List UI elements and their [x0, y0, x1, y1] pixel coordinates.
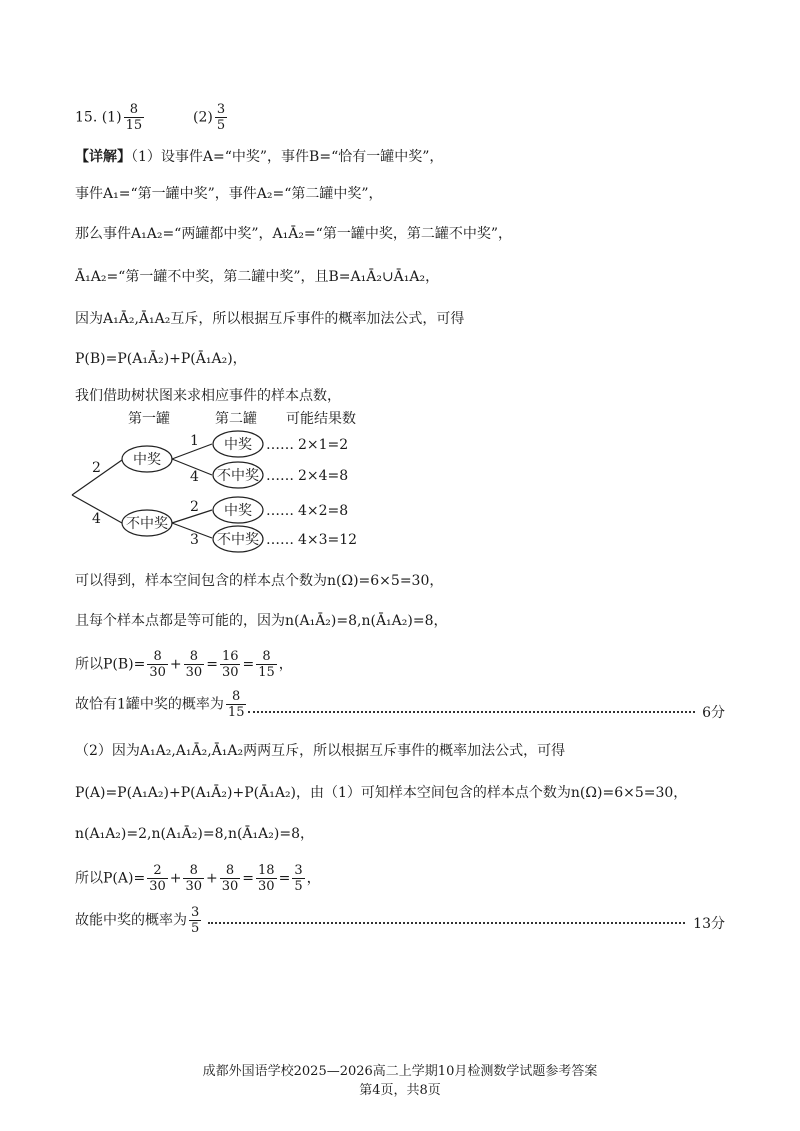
detail-line-1: 【详解】（1）设事件A=“中奖”，事件B=“恰有一罐中奖”， [75, 149, 444, 165]
part2-line-14: n(A₁A₂)=2,n(A₁Ā₂)=8,n(Ā₁A₂)=8， [75, 826, 314, 842]
part1-score: 6分 [702, 705, 725, 721]
leaf-1-label: 中奖 [224, 437, 252, 453]
part1-line-8: 可以得到，样本空间包含的样本点个数为n(Ω)=6×5=30， [75, 573, 444, 589]
leaf-3-ellipsis: …… [266, 503, 294, 519]
part1-dot-leader [248, 711, 695, 713]
leaf-4-result: 4×3=12 [298, 532, 358, 548]
part1-answer-fraction: $\frac{8}{15}$ [227, 689, 245, 720]
part2-answer-fraction: $\frac{3}{5}$ [191, 905, 200, 936]
leaf-3-result: 4×2=8 [298, 503, 349, 519]
node-lose-label: 不中奖 [126, 516, 168, 532]
q15-ans2-fraction: $\frac{3}{5}$ [216, 102, 226, 133]
footer-page-number: 第4页，共8页 [359, 1083, 441, 1098]
part2-line-13: P(A)=P(A₁A₂)+P(A₁Ā₂)+P(Ā₁A₂)，由（1）可知样本空间包含的样本点个数为n(Ω)=6×5=30， [75, 785, 688, 801]
branch-top-weight: 2 [92, 460, 101, 476]
leaf-2-label: 不中奖 [217, 468, 259, 484]
pa-frac-3: $\frac{8}{30}$ [221, 863, 239, 894]
leaf-3-label: 中奖 [224, 503, 252, 519]
node-win-label: 中奖 [133, 452, 161, 468]
detail-line-2: 事件A₁=“第一罐中奖”，事件A₂=“第二罐中奖”， [75, 186, 383, 202]
q15-ans1-fraction: $\frac{8}{15}$ [125, 102, 143, 133]
part1-line-10: 所以P(B)= $\frac{8}{30}$ + $\frac{8}{30}$ = $\frac{16}{30}$ = $\frac{8}{15}$ ， [75, 649, 293, 680]
leaf-1-ellipsis: …… [266, 437, 294, 453]
footer-title: 成都外国语学校2025—2026高二上学期10月检测数学试题参考答案 [202, 1064, 598, 1079]
tree-diagram [0, 405, 800, 565]
leaf-1-result: 2×1=2 [298, 437, 349, 453]
q15-ans2-label: (2) [193, 109, 213, 126]
branch-3-weight: 2 [190, 499, 199, 515]
branch-2-weight: 4 [190, 469, 199, 485]
part2-line-15: 所以P(A)= $\frac{2}{30}$ + $\frac{8}{30}$ + $\frac{8}{30}$ = $\frac{18}{30}$ = $\frac{3}{5}$ ， [75, 863, 321, 894]
branch-1-weight: 1 [190, 433, 199, 449]
pa-frac-2: $\frac{8}{30}$ [185, 863, 203, 894]
leaf-2-result: 2×4=8 [298, 468, 349, 484]
detail-line-4: Ā₁A₂=“第一罐不中奖，第二罐中奖”，且B=A₁Ā₂∪Ā₁A₂， [75, 269, 440, 285]
q15-number: 15. [75, 109, 98, 126]
part2-conclusion: 故能中奖的概率为 $\frac{3}{5}$ [75, 905, 200, 936]
part2-dot-leader [208, 922, 685, 924]
q15-ans1-label: (1) [101, 109, 122, 126]
part2-line-12: （2）因为A₁A₂,A₁Ā₂,Ā₁A₂两两互斥，所以根据互斥事件的概率加法公式，可得 [75, 743, 566, 759]
branch-4-weight: 3 [190, 532, 199, 548]
pb-frac-1: $\frac{8}{30}$ [149, 649, 166, 680]
branch-bottom-weight: 4 [92, 511, 101, 527]
detail-line-7: 我们借助树状图来求相应事件的样本点数， [75, 388, 341, 404]
detail-line-3: 那么事件A₁A₂=“两罐都中奖”，A₁Ā₂=“第一罐中奖，第二罐不中奖”， [75, 226, 512, 242]
tree-header-results: 可能结果数 [286, 411, 356, 427]
part1-conclusion: 故恰有1罐中奖的概率为 $\frac{8}{15}$ [75, 689, 245, 720]
pb-frac-4: $\frac{8}{15}$ [258, 649, 275, 680]
detail-line-6: P(B)=P(A₁Ā₂)+P(Ā₁A₂)， [75, 351, 247, 367]
leaf-4-ellipsis: …… [266, 532, 294, 548]
pa-frac-5: $\frac{3}{5}$ [294, 863, 303, 894]
leaf-2-ellipsis: …… [266, 468, 294, 484]
part2-score: 13分 [693, 916, 725, 932]
detail-line-5: 因为A₁Ā₂,Ā₁A₂互斥，所以根据互斥事件的概率加法公式，可得 [75, 311, 465, 327]
leaf-4-label: 不中奖 [217, 532, 259, 548]
detail-tag: 【详解】 [75, 149, 131, 165]
part1-line-9: 且每个样本点都是等可能的，因为n(A₁Ā₂)=8,n(Ā₁A₂)=8， [75, 613, 448, 629]
pb-frac-2: $\frac{8}{30}$ [185, 649, 203, 680]
tree-header-second: 第二罐 [215, 411, 257, 427]
pa-frac-4: $\frac{18}{30}$ [258, 863, 275, 894]
pb-frac-3: $\frac{16}{30}$ [221, 649, 239, 680]
tree-header-first: 第一罐 [128, 411, 170, 427]
q15-answer-line [75, 103, 229, 132]
pa-frac-1: $\frac{2}{30}$ [149, 863, 166, 894]
